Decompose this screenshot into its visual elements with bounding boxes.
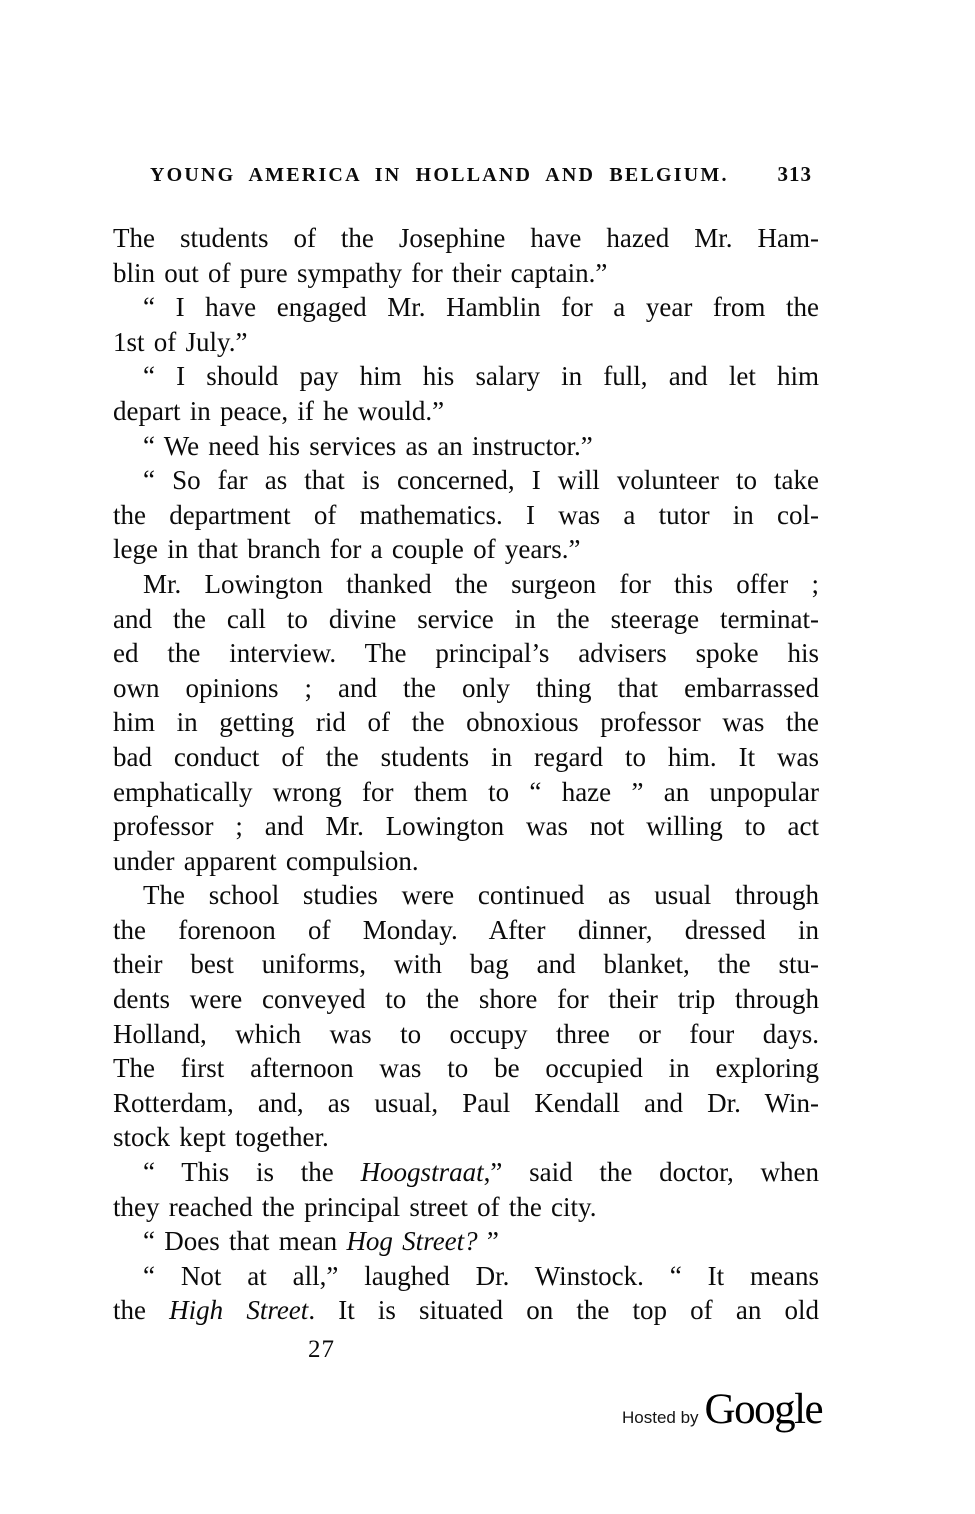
- text-line: “ We need his services as an instructor.”: [143, 430, 593, 461]
- text-line: the forenoon of Monday. After dinner, dressed in: [113, 914, 819, 945]
- text-line: Mr. Lowington thanked the surgeon for this offer ;: [143, 568, 819, 599]
- text-line: “ I have engaged Mr. Hamblin for a year from the: [143, 292, 819, 323]
- text-line: the department of mathematics. I was a tutor in col-: [113, 499, 819, 530]
- text-line: him in getting rid of the obnoxious professor was the: [113, 707, 819, 738]
- text-line: “ This is the Hoogstraat,” said the doctor, when: [143, 1157, 819, 1188]
- text-line: The school studies were continued as usual through: [143, 880, 819, 911]
- text-line: blin out of pure sympathy for their captain.”: [113, 257, 608, 288]
- text-line: 1st of July.”: [113, 326, 248, 357]
- text-line: and the call to divine service in the steerage terminat-: [113, 603, 819, 634]
- text-line: ed the interview. The principal’s advisers spoke his: [113, 638, 819, 669]
- text-line: Rotterdam, and, as usual, Paul Kendall and Dr. Win-: [113, 1087, 819, 1118]
- text-line: emphatically wrong for them to “ haze ” an unpopular: [113, 776, 819, 807]
- page-body: [113, 221, 819, 1328]
- text-line: professor ; and Mr. Lowington was not willing to act: [113, 811, 819, 842]
- text-line: “ So far as that is concerned, I will volunteer to take: [143, 465, 819, 496]
- text-line: The first afternoon was to be occupied in exploring: [113, 1053, 819, 1084]
- text-line: they reached the principal street of the city.: [113, 1191, 597, 1222]
- text-line: own opinions ; and the only thing that embarrassed: [113, 672, 819, 703]
- header-page-number: 313: [777, 162, 812, 186]
- text-line: stock kept together.: [113, 1122, 329, 1153]
- text-line: “ Does that mean Hog Street? ”: [143, 1226, 499, 1257]
- hosted-by-label: Hosted by: [622, 1408, 699, 1427]
- text-line: “ Not at all,” laughed Dr. Winstock. “ It means: [143, 1260, 819, 1291]
- hosted-by-google: [622, 1388, 822, 1431]
- text-line: lege in that branch for a couple of years.”: [113, 534, 581, 565]
- running-head-title: YOUNG AMERICA IN HOLLAND AND BELGIUM.: [150, 164, 729, 186]
- text-line: The students of the Josephine have hazed Mr. Ham-: [113, 223, 819, 253]
- google-logo: Google: [704, 1386, 823, 1433]
- running-head: [150, 162, 812, 187]
- text-line: “ I should pay him his salary in full, and let him: [143, 361, 819, 392]
- text-line: dents were conveyed to the shore for their trip through: [113, 984, 819, 1015]
- text-line: their best uniforms, with bag and blanket, the stu-: [113, 949, 819, 980]
- text-line: the High Street. It is situated on the top of an old: [113, 1295, 819, 1326]
- text-line: depart in peace, if he would.”: [113, 395, 445, 426]
- text-line: bad conduct of the students in regard to him. It was: [113, 741, 819, 772]
- text-line: Holland, which was to occupy three or four days.: [113, 1018, 819, 1049]
- text-line: under apparent compulsion.: [113, 845, 419, 876]
- footer-signature-number: 27: [308, 1336, 335, 1363]
